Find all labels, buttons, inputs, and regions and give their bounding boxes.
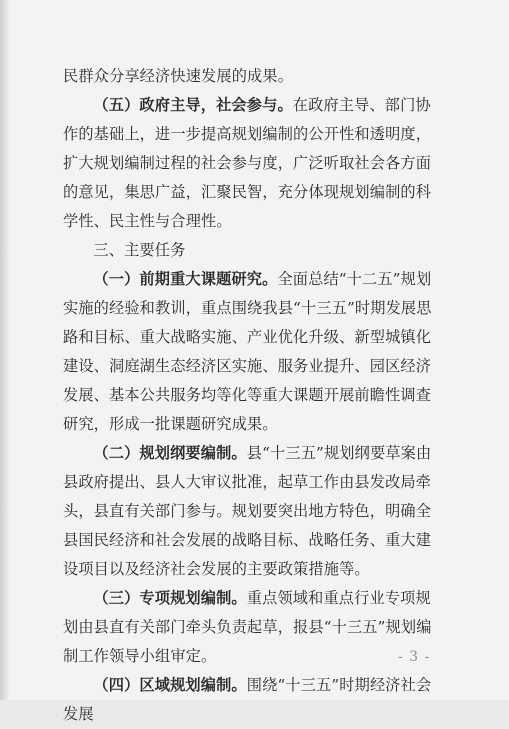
paragraph-government-led — [63, 91, 436, 236]
page-number: - 3 - — [398, 649, 431, 665]
paragraph-text: 县“十三五”规划纲要草案由县政府提出、县人大审议批准，起草工作由县发改局牵头，县直有关部门参与。规划要突出地方特色，明确全县国民经济和社会发展的战略目标、战略任务、重大建设项目以及经济社会发展的主要政策措施等。 — [63, 444, 432, 578]
paragraph-text: 围绕“十三五”时期经济社会发展 — [63, 676, 432, 723]
paragraph-title: （三）专项规划编制。 — [93, 589, 247, 607]
paragraph-regional-plans — [63, 671, 436, 729]
paragraph-continuation — [63, 62, 436, 91]
paragraph-title: （二）规划纲要编制。 — [93, 444, 247, 462]
paragraph-outline — [63, 439, 436, 584]
document-body — [63, 62, 436, 729]
paragraph-title: （一）前期重大课题研究。 — [93, 270, 278, 288]
paragraph-title: （五）政府主导，社会参与。 — [93, 96, 293, 114]
paragraph-research — [63, 265, 436, 439]
paragraph-text: 在政府主导、部门协作的基础上，进一步提高规划编制的公开性和透明度，扩大规划编制过程的社会参与度，广泛听取社会各方面的意见，集思广益，汇聚民智，充分体现规划编制的科学性、民主性与合理性。 — [63, 96, 432, 230]
section-heading-text: 三、主要任务 — [93, 241, 186, 259]
paragraph-special-plans — [63, 584, 436, 671]
section-heading — [63, 236, 436, 265]
scan-shadow — [0, 0, 10, 700]
paragraph-text: 重点领域和重点行业专项规划由县直有关部门牵头负责起草，报县“十三五”规划编制工作领导小组审定。 — [63, 589, 432, 665]
paragraph-text: 全面总结“十二五”规划实施的经验和教训，重点围绕我县“十三五”时期发展思路和目标、重大战略实施、产业优化升级、新型城镇化建设、洞庭湖生态经济区实施、服务业提升、园区经济发展、基本公共服务均等化等重大课题开展前瞻性调查研究，形成一批课题研究成果。 — [63, 270, 432, 433]
paragraph-title: （四）区域规划编制。 — [93, 676, 247, 694]
paragraph-text: 民群众分享经济快速发展的成果。 — [63, 67, 294, 85]
